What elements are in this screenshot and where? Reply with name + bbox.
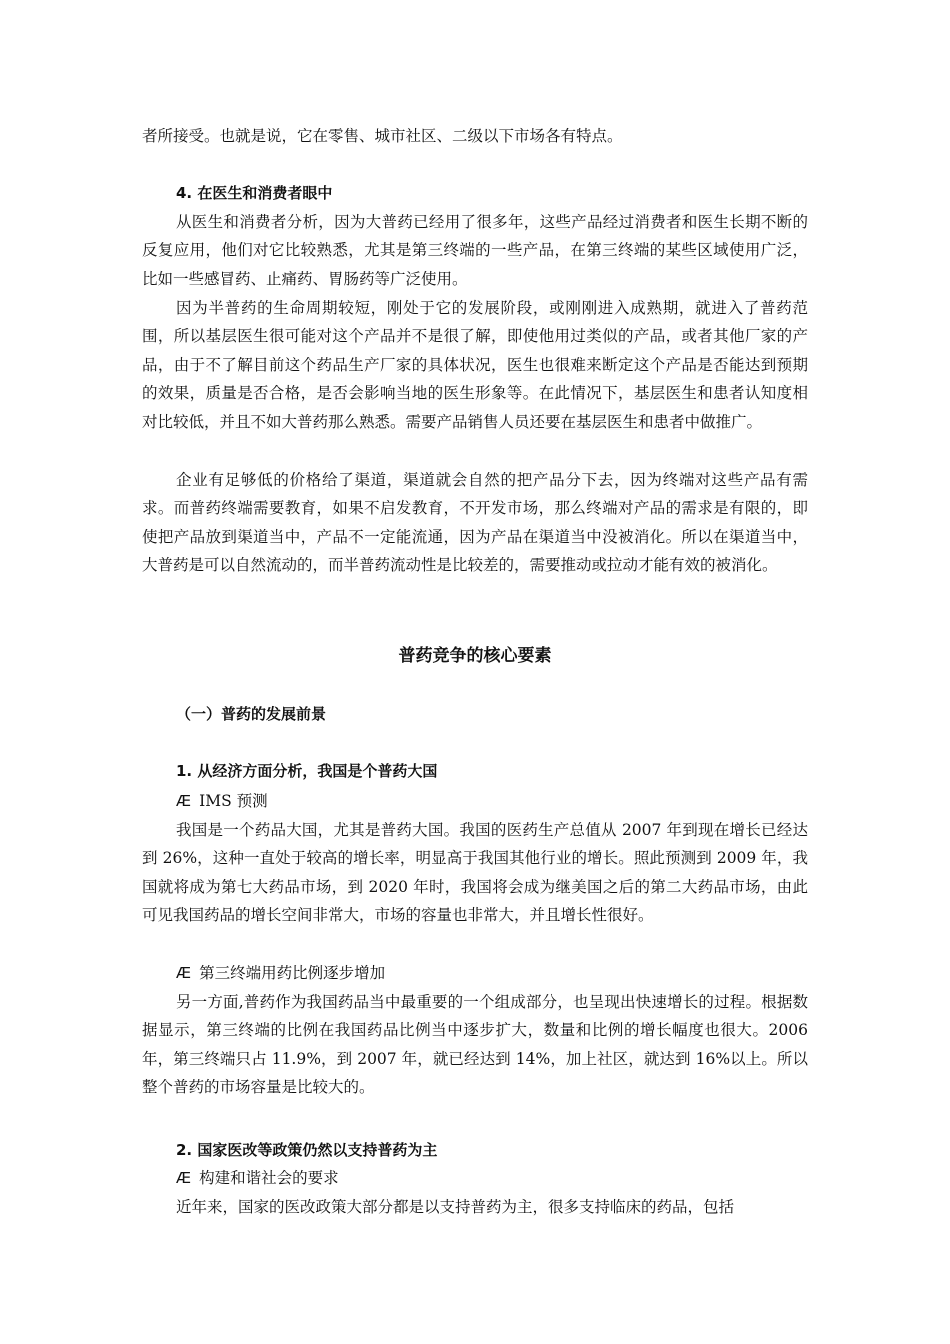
paragraph-ims: 我国是一个药品大国，尤其是普药大国。我国的医药生产总值从 2007 年到现在增长已经达到 26%，这种一直处于较高的增长率，明显高于我国其他行业的增长。照此预测到 2009 年，我国就将成为第七大药品市场，到 2020 年时，我国将会成为继美国之后的第二大药品市场，由此可见我国药品的增长空间非常大，市场的容量也非常大，并且增长性很好。 [142, 821, 808, 925]
paragraph-channel: 企业有足够低的价格给了渠道，渠道就会自然的把产品分下去，因为终端对这些产品有需求。而普药终端需要教育，如果不启发教育，不开发市场，那么终端对产品的需求是有限的，即使把产品放到渠道当中，产品不一定能流通，因为产品在渠道当中没被消化。所以在渠道当中，大普药是可以自然流动的，而半普药流动性是比较差的，需要推动或拉动才能有效的被消化。 [142, 471, 808, 575]
bullet-icon: Æ [176, 964, 192, 982]
heading-2-policy: 2. 国家医改等政策仍然以支持普药为主 [176, 1141, 438, 1159]
paragraph-doctor-2: 因为半普药的生命周期较短，刚处于它的发展阶段，或刚刚进入成熟期，就进入了普药范围，所以基层医生很可能对这个产品并不是很了解，即使他用过类似的产品，或者其他厂家的产品，由于不了解目前这个药品生产厂家的具体状况，医生也很难来断定这个产品是否能达到预期的效果，质量是否合格，是否会影响当地的医生形象等。在此情况下，基层医生和患者认知度相对比较低，并且不如大普药那么熟悉。需要产品销售人员还要在基层医生和患者中做推广。 [142, 299, 808, 431]
paragraph-intro: 者所接受。也就是说，它在零售、城市社区、二级以下市场各有特点。 [142, 127, 623, 145]
bullet-third-label: 第三终端用药比例逐步增加 [199, 964, 386, 982]
bullet-third-terminal [142, 959, 842, 987]
heading-4-doctors-consumers: 4. 在医生和消费者眼中 [176, 184, 333, 202]
bullet-icon: Æ [176, 792, 192, 810]
bullet-harmony [142, 1164, 842, 1192]
bullet-harmony-label: 构建和谐社会的要求 [199, 1169, 339, 1187]
bullet-icon: Æ [176, 1169, 192, 1187]
paragraph-doctor-1: 从医生和消费者分析，因为大普药已经用了很多年，这些产品经过消费者和医生长期不断的反复应用，他们对它比较熟悉，尤其是第三终端的一些产品，在第三终端的某些区域使用广泛，比如一些感冒药、止痛药、胃肠药等广泛使用。 [142, 213, 808, 288]
paragraph-third-terminal: 另一方面,普药作为我国药品当中最重要的一个组成部分，也呈现出快速增长的过程。根据数据显示，第三终端的比例在我国药品比例当中逐步扩大，数量和比例的增长幅度也很大。2006 年，第三终端只占 11.9%，到 2007 年，就已经达到 14%，加上社区，就达到 16%以上。所以整个普药的市场容量是比较大的。 [142, 993, 808, 1097]
paragraph-policy: 近年来，国家的医改政策大部分都是以支持普药为主，很多支持临床的药品，包括 [176, 1198, 735, 1216]
heading-1-economy: 1. 从经济方面分析，我国是个普药大国 [176, 762, 438, 780]
section-title: 普药竞争的核心要素 [398, 646, 552, 666]
bullet-ims-label: IMS 预测 [199, 792, 268, 810]
heading-section-1: （一）普药的发展前景 [176, 705, 327, 723]
bullet-ims [142, 787, 842, 815]
